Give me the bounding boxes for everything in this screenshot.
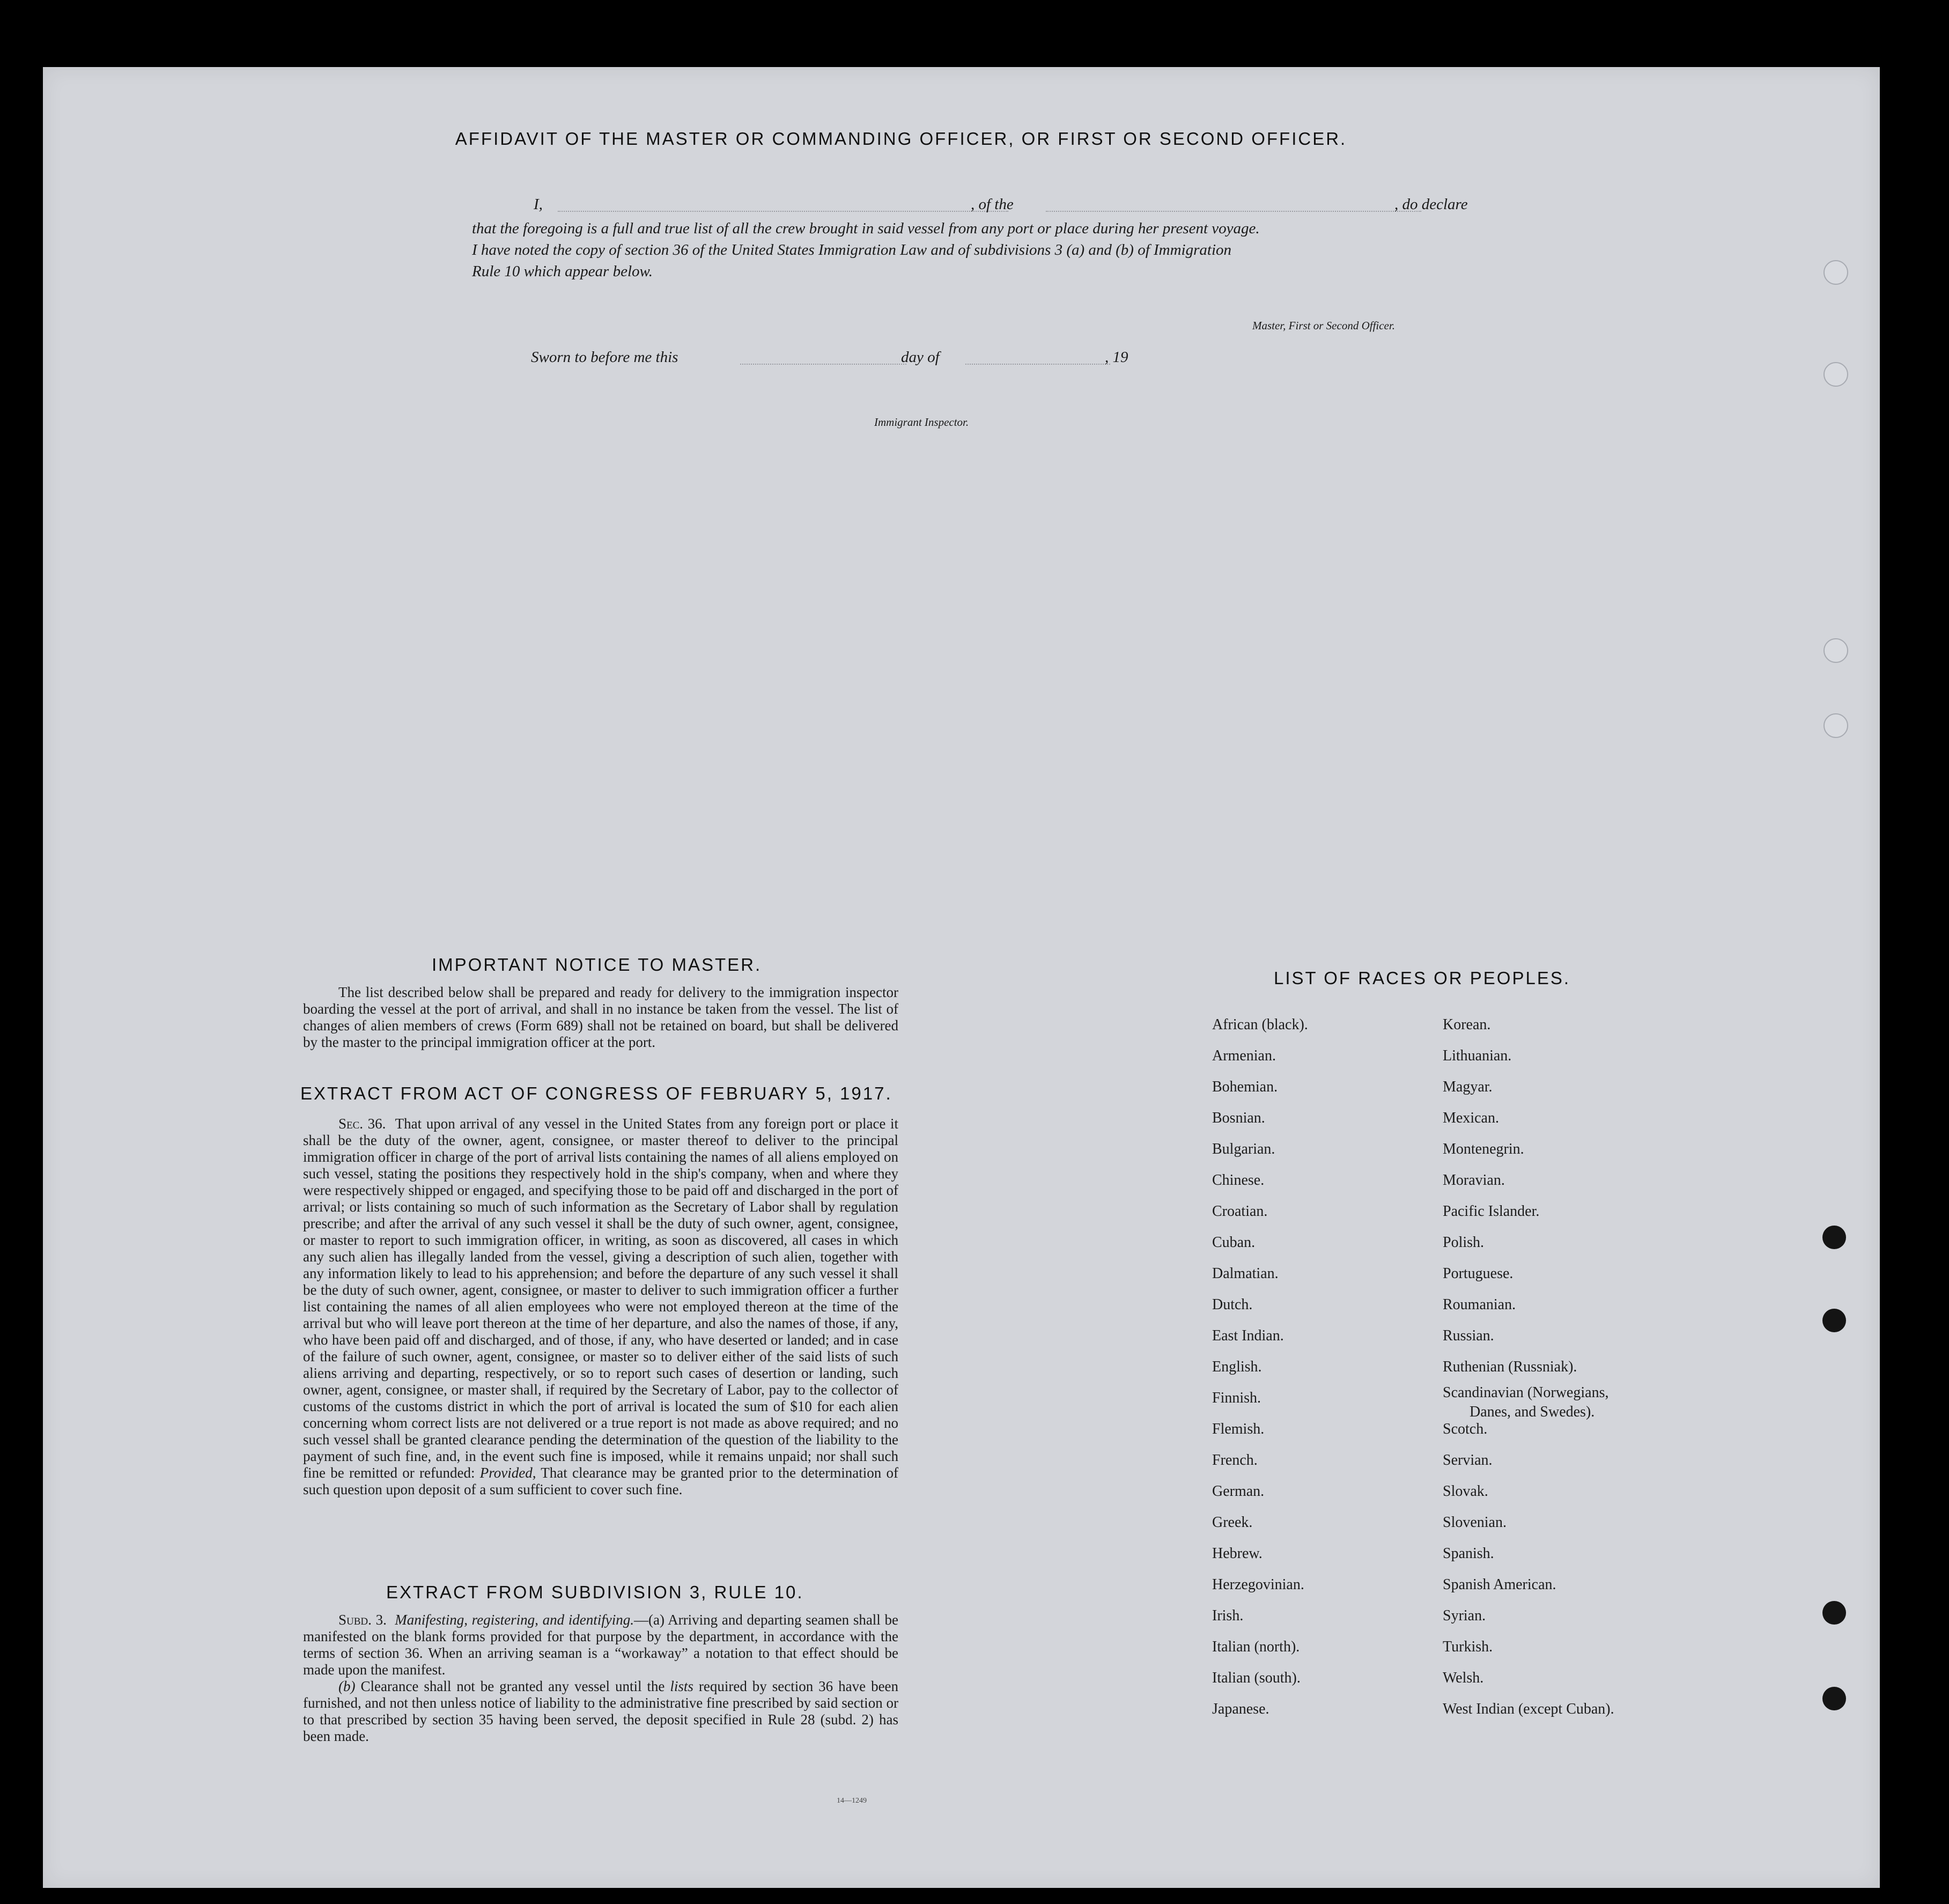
document-page: [43, 67, 1880, 1888]
race-item: Servian.: [1443, 1452, 1493, 1468]
race-item: Moravian.: [1443, 1172, 1505, 1189]
affidavit-line-4: Rule 10 which appear below.: [472, 263, 653, 280]
para-b-lists: lists: [670, 1678, 693, 1694]
race-item: Pacific Islander.: [1443, 1203, 1540, 1220]
race-item: Scotch.: [1443, 1421, 1488, 1437]
vessel-blank[interactable]: [1046, 211, 1421, 212]
race-item: Bosnian.: [1212, 1110, 1265, 1126]
act-extract-title: EXTRACT FROM ACT OF CONGRESS OF FEBRUARY 5, 1917.: [300, 1083, 892, 1103]
punch-hole: [1822, 1687, 1846, 1710]
para-b-text-2: required by section 36 have been furnished, and not then unless notice of liability to the administrative fine prescribed by said section or to that prescribed by section 35 having been served, the deposit specified in Rule 28 (subd. 2) has been made.: [303, 1678, 899, 1744]
form-number: 14—1249: [837, 1797, 867, 1805]
race-item: Finnish.: [1212, 1390, 1261, 1406]
race-item: Armenian.: [1212, 1047, 1276, 1064]
affidavit-line-3: I have noted the copy of section 36 of the United States Immigration Law and of subdivisions 3 (a) and (b) of Immigration: [472, 241, 1232, 259]
para-a-text: —(a) Arriving and departing seamen shall be manifested on the blank forms provided for that purpose by the department, in accordance with the terms of section 36. When an arriving seaman is a “workaway” a notation to that effect should be made upon the manifest.: [303, 1612, 898, 1678]
affidavit-line-2: that the foregoing is a full and true list of all the crew brought in said vessel from any port or place during her present voyage.: [472, 220, 1260, 237]
race-item: Portuguese.: [1443, 1265, 1514, 1282]
race-item: Spanish.: [1443, 1545, 1494, 1562]
race-item: Polish.: [1443, 1234, 1485, 1251]
race-item: West Indian (except Cuban).: [1443, 1701, 1614, 1717]
race-item: Japanese.: [1212, 1701, 1269, 1717]
race-item: Russian.: [1443, 1327, 1494, 1344]
name-blank[interactable]: [558, 211, 1008, 212]
race-item: Bulgarian.: [1212, 1141, 1275, 1157]
act-text: That upon arrival of any vessel in the United States from any foreign port or place it shall be the duty of the owner, agent, consignee, or master thereof to deliver to the principal immigration officer in charge of the port of arrival lists containing the names of all aliens employed on such vessel, stating the positions they respectively hold in the ship's company, when and where they were respectively shipped or engaged, and specifying those to be paid off and discharged in the port of arrival; or lists containing so much of such information as the Secretary of Labor shall by regulation prescribe; and after the arrival of any such vessel it shall be the duty of such owner, agent, consignee, or master to report to such immigration officer, in writing, as soon as discovered, all cases in which any such alien has illegally landed from the vessel, giving a description of such alien, together with any information likely to lead to his apprehension; and before the departure of any such vessel it shall be the duty of such owner, agent, consignee, or master to deliver to such immigration officer a further list containing the names of all alien employees who were not employed thereon at the time of the arrival but who will leave port thereon at the time of her departure, and also the names of those, if any, who have been paid off and discharged, and of those, if any, who have deserted or landed; and in case of the failure of such owner, agent, consignee, or master so to deliver either of the said lists of such aliens arriving and departing, respectively, or so to report such cases of desertion or landing, such owner, agent, consignee, or master shall, if required by the Secretary of Labor, pay to the collector of customs of the customs district in which the port of arrival is located the sum of $10 for each alien concerning whom correct lists are not delivered or a true report is not made as above required; and no such vessel shall be granted clearance pending the determination of the question of the liability to the payment of such fine, and, in the event such fine is imposed, while it remains unpaid; nor shall such fine be remitted or refunded:: [303, 1116, 899, 1481]
notice-text: The list described below shall be prepared and ready for delivery to the immigration inspector boarding the vessel at the port of arrival, and shall in no instance be taken from the vessel. The list of changes of alien members of crews (Form 689) shall not be retained on board, but shall be delivered by the master to the principal immigration officer at the port.: [303, 984, 898, 1050]
race-item: Roumanian.: [1443, 1296, 1516, 1313]
race-item: German.: [1212, 1483, 1265, 1500]
sworn-text: Sworn to before me this: [531, 349, 678, 366]
race-item: Korean.: [1443, 1016, 1491, 1033]
race-item: Herzegovinian.: [1212, 1576, 1304, 1593]
race-item: Greek.: [1212, 1514, 1253, 1531]
binder-hole: [1824, 362, 1848, 387]
race-item: Welsh.: [1443, 1670, 1484, 1686]
punch-hole: [1822, 1226, 1846, 1249]
day-blank[interactable]: [740, 364, 906, 365]
rule-extract-title: EXTRACT FROM SUBDIVISION 3, RULE 10.: [386, 1582, 804, 1602]
subd-label: Subd. 3.: [338, 1612, 387, 1628]
affidavit-title: AFFIDAVIT OF THE MASTER OR COMMANDING OFFICER, OR FIRST OR SECOND OFFICER.: [455, 129, 1347, 149]
act-paragraph: [303, 1116, 898, 1498]
master-signature-label: Master, First or Second Officer.: [1252, 319, 1395, 332]
race-item: English.: [1212, 1359, 1262, 1375]
race-item: Cuban.: [1212, 1234, 1256, 1251]
race-item: Ruthenian (Russniak).: [1443, 1359, 1577, 1375]
punch-hole: [1822, 1601, 1846, 1625]
race-item: Turkish.: [1443, 1639, 1493, 1655]
race-item: Italian (south).: [1212, 1670, 1301, 1686]
punch-hole: [1822, 1309, 1846, 1332]
para-b-text-1: Clearance shall not be granted any vessel until the: [360, 1678, 665, 1694]
act-text-end: That clearance may be granted prior to the determination of such question upon deposit of a sum sufficient to cover such fine.: [303, 1465, 899, 1497]
race-item: Italian (north).: [1212, 1639, 1300, 1655]
race-item: Slovenian.: [1443, 1514, 1507, 1531]
year-text: , 19: [1105, 349, 1128, 366]
race-item-continuation: Danes, and Swedes).: [1470, 1404, 1595, 1420]
subd-heading: Manifesting, registering, and identifying.: [395, 1612, 634, 1628]
race-item: Scandinavian (Norwegians,: [1443, 1384, 1609, 1401]
race-item: Dutch.: [1212, 1296, 1253, 1313]
race-item: Hebrew.: [1212, 1545, 1263, 1562]
inspector-signature-label: Immigrant Inspector.: [874, 416, 969, 429]
race-item: Montenegrin.: [1443, 1141, 1524, 1157]
sec-label: Sec. 36.: [338, 1116, 386, 1132]
binder-hole: [1824, 260, 1848, 285]
race-item: African (black).: [1212, 1016, 1308, 1033]
race-item: Flemish.: [1212, 1421, 1265, 1437]
race-item: Magyar.: [1443, 1079, 1493, 1095]
race-item: Irish.: [1212, 1607, 1244, 1624]
provided-word: Provided,: [479, 1465, 536, 1481]
rule-para-b: [303, 1678, 898, 1745]
race-item: French.: [1212, 1452, 1258, 1468]
notice-body: [303, 984, 898, 1051]
race-item: Spanish American.: [1443, 1576, 1556, 1593]
month-blank[interactable]: [965, 364, 1110, 365]
race-item: Slovak.: [1443, 1483, 1488, 1500]
races-title: LIST OF RACES OR PEOPLES.: [1274, 968, 1571, 988]
race-item: Lithuanian.: [1443, 1047, 1512, 1064]
affidavit-declare: , do declare: [1394, 196, 1468, 213]
day-of-text: day of: [901, 349, 940, 366]
rule-extract-body: [303, 1612, 898, 1745]
race-item: Mexican.: [1443, 1110, 1499, 1126]
affidavit-of-the: , of the: [971, 196, 1014, 213]
binder-hole: [1824, 638, 1848, 663]
affidavit-i: I,: [534, 196, 543, 213]
rule-para-a: [303, 1612, 898, 1678]
para-b-label: (b): [338, 1678, 356, 1694]
race-item: Syrian.: [1443, 1607, 1486, 1624]
binder-hole: [1824, 713, 1848, 738]
race-item: Bohemian.: [1212, 1079, 1278, 1095]
notice-title: IMPORTANT NOTICE TO MASTER.: [432, 955, 762, 975]
race-item: Chinese.: [1212, 1172, 1265, 1189]
race-item: Dalmatian.: [1212, 1265, 1279, 1282]
act-extract-body: [303, 1116, 898, 1498]
race-item: Croatian.: [1212, 1203, 1268, 1220]
race-item: East Indian.: [1212, 1327, 1284, 1344]
